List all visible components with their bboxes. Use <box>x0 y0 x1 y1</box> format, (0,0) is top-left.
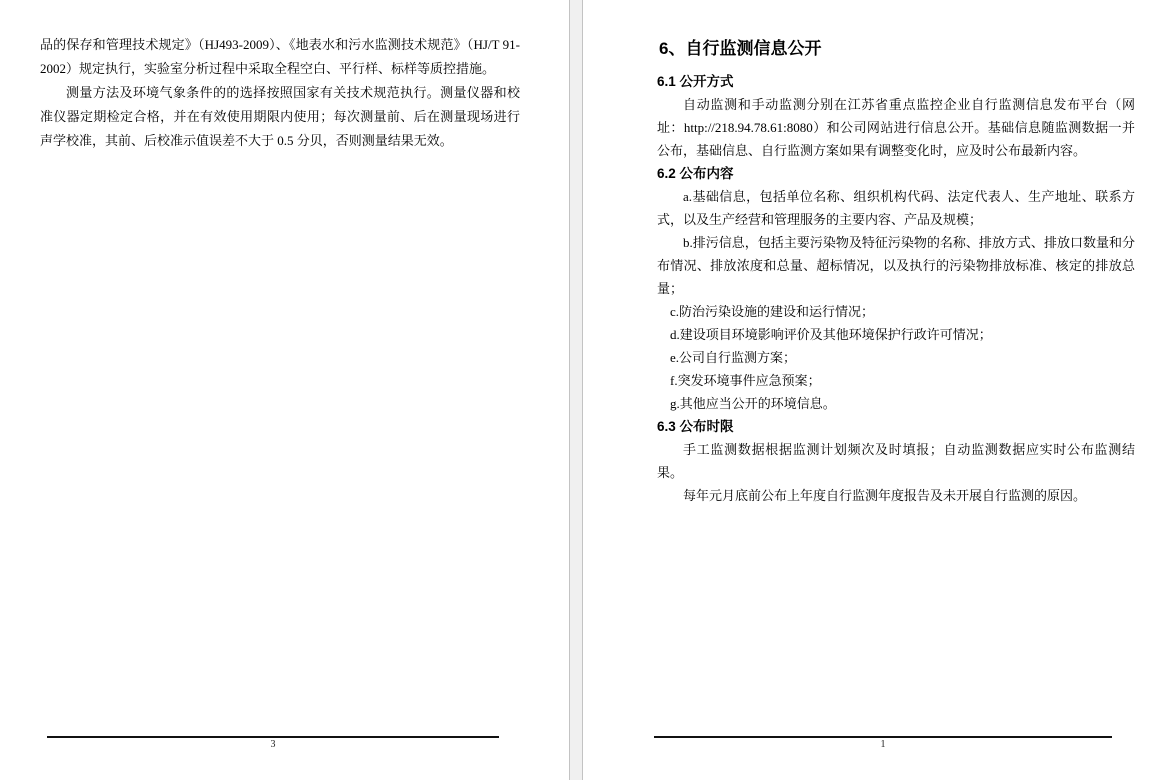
paragraph: 手工监测数据根据监测计划频次及时填报；自动监测数据应实时公布监测结果。 <box>657 442 1135 480</box>
list-item: b.排污信息，包括主要污染物及特征污染物的名称、排放方式、排放口数量和分布情况、排放浓度和总量、超标情况，以及执行的污染物排放标准、核定的排放总量； <box>657 235 1135 296</box>
list-item: c.防治污染设施的建设和运行情况； <box>670 304 875 319</box>
paragraph: 品的保存和管理技术规定》（HJ493-2009）、《地表水和污水监测技术规范》（HJ/T 91-2002）规定执行，实验室分析过程中采取全程空白、平行样、标样等质控措施。 <box>40 37 520 76</box>
page-gutter <box>569 0 583 780</box>
document-page-right[interactable] <box>583 0 1149 780</box>
section-title: 6、自行监测信息公开 <box>659 39 822 58</box>
paragraph: 每年元月底前公布上年度自行监测年度报告及未开展自行监测的原因。 <box>683 488 1087 503</box>
heading-6-2: 6.2 公布内容 <box>657 166 734 181</box>
list-item: g.其他应当公开的环境信息。 <box>670 396 836 411</box>
right-page-text-block <box>657 36 1135 507</box>
list-item: e.公司自行监测方案； <box>670 350 797 365</box>
right-page-number: 1 <box>880 739 886 750</box>
list-item: d.建设项目环境影响评价及其他环境保护行政许可情况； <box>670 327 992 342</box>
list-item: a.基础信息，包括单位名称、组织机构代码、法定代表人、生产地址、联系方式，以及生产经营和管理服务的主要内容、产品及规模； <box>657 189 1135 227</box>
paragraph: 测量方法及环境气象条件的的选择按照国家有关技术规范执行。测量仪器和校准仪器定期检定合格，并在有效使用期限内使用；每次测量前、后在测量现场进行声学校准，其前、后校准示值误差不大于 0.5 分贝，否则测量结果无效。 <box>40 85 520 148</box>
heading-6-3: 6.3 公布时限 <box>657 419 734 434</box>
heading-6-1: 6.1 公开方式 <box>657 74 734 89</box>
document-page-left[interactable] <box>0 0 569 780</box>
left-page-number: 3 <box>270 739 276 750</box>
paragraph: 自动监测和手动监测分别在江苏省重点监控企业自行监测信息发布平台（网址：http://218.94.78.61:8080）和公司网站进行信息公开。基础信息随监测数据一并公布，基础信息、自行监测方案如果有调整变化时，应及时公布最新内容。 <box>657 97 1135 158</box>
left-page-text-block <box>40 33 520 153</box>
list-item: f.突发环境事件应急预案； <box>670 373 821 388</box>
